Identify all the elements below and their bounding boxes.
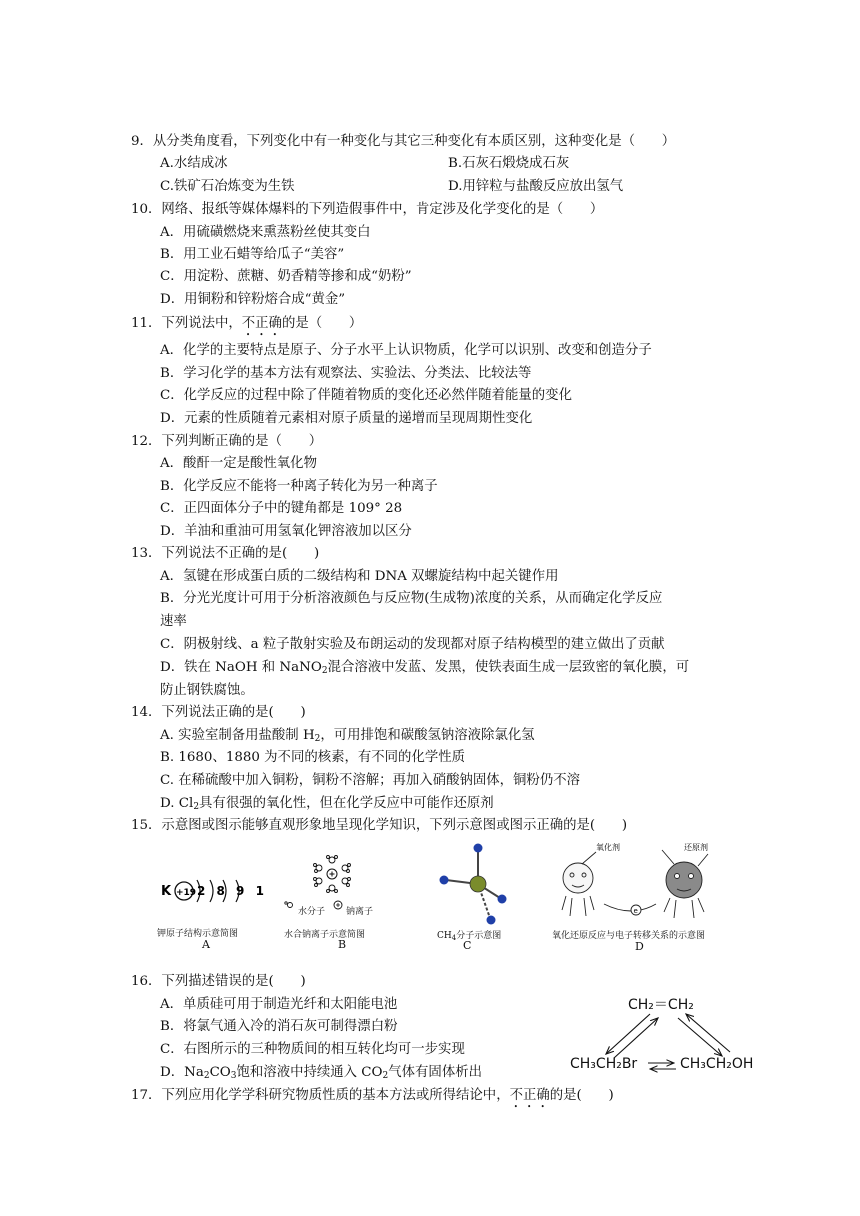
fig-b-letter: B [338, 938, 347, 951]
question-12-stem: 12．下列判断正确的是（ ） [131, 434, 323, 449]
q13-d-text-b: 混合溶液中发蓝、发黑，使铁表面生成一层致密的氧化膜，可 [327, 660, 690, 675]
fig-b-legend-sodium: 钠离子 [346, 907, 374, 917]
hydrated-sodium-ion-diagram [282, 852, 382, 910]
q9-option-b: B.石灰石煅烧成石灰 [448, 156, 570, 171]
q13-option-b-line2: 速率 [160, 614, 187, 629]
fig-a-nucleus-charge: +19 [176, 888, 197, 898]
fig-d-electron-label: e [633, 907, 638, 915]
q11-option-d: D．元素的性质随着元素相对原子质量的递增而呈现周期性变化 [160, 411, 533, 426]
fig-c-caption-sub: 4 [451, 934, 457, 942]
q12-option-d: D．羊油和重油可用氢氧化钾溶液加以区分 [160, 524, 412, 539]
fig-c-hydrogen-atom-3 [498, 895, 507, 904]
fig-c-hydrogen-atom-4 [487, 916, 496, 925]
q9-option-c: C.铁矿石冶炼变为生铁 [160, 179, 295, 194]
fig-a-k-label: K [161, 884, 172, 899]
fig-a-shells: 2 8 9 1 [197, 884, 265, 898]
q16-option-b: B．将氯气通入冷的消石灰可制得漂白粉 [160, 1019, 398, 1034]
fig-c-hydrogen-atom-2 [440, 876, 449, 885]
methane-molecule-model [432, 838, 512, 926]
q14-option-b: B. 1680、1880 为不同的核素，有不同的化学性质 [160, 750, 466, 765]
q16-d-text-c: 饱和溶液中持续通入 CO [236, 1065, 383, 1080]
q13-d-sub: 2 [321, 666, 328, 676]
q12-option-b: B．化学反应不能将一种离子转化为另一种离子 [160, 479, 438, 494]
fig-16-ethanol: CH₃CH₂OH [680, 1056, 754, 1072]
question-9-stem: 9．从分类角度看，下列变化中有一种变化与其它三种变化有本质区别，这种变化是（ ） [131, 134, 676, 149]
q14-d-text-a: D. Cl [160, 796, 194, 811]
q10-option-c: C．用淀粉、蔗糖、奶香精等掺和成“奶粉” [160, 269, 412, 284]
q14-option-c: C. 在稀硫酸中加入铜粉，铜粉不溶解；再加入硝酸钠固体，铜粉仍不溶 [160, 773, 580, 788]
q11-option-c: C．化学反应的过程中除了伴随着物质的变化还必然伴随着能量的变化 [160, 388, 572, 403]
question-16-stem: 16．下列描述错误的是( ) [131, 974, 306, 989]
q16-d-text-a: D．Na [160, 1065, 204, 1080]
question-17-stem [131, 1084, 614, 1111]
q10-option-b: B．用工业石蜡等给瓜子“美容” [160, 247, 345, 262]
fig-16-bromoethane: CH₃CH₂Br [570, 1056, 638, 1072]
q13-d-text-a: D．铁在 NaOH 和 NaNO [160, 660, 322, 675]
q12-option-a: A．酸酐一定是酸性氧化物 [160, 456, 317, 471]
q16-d-sub-2: 3 [230, 1071, 237, 1081]
q16-option-c: C．右图所示的三种物质间的相互转化均可一步实现 [160, 1042, 465, 1057]
q9-option-a: A.水结成冰 [160, 156, 228, 171]
fig-c-carbon-atom [470, 876, 486, 892]
question-10-stem: 10．网络、报纸等媒体爆料的下列造假事件中，肯定涉及化学变化的是（ ） [131, 202, 604, 217]
q10-option-a: A．用硫磺燃烧来熏蒸粉丝使其变白 [160, 225, 371, 240]
figure-b [282, 852, 382, 952]
q17-stem-emphasis: 不正确 [509, 1088, 550, 1103]
fig-b-plus-sign [330, 872, 335, 877]
q11-stem-emphasis: 不正确 [241, 316, 282, 331]
fig-c-hydrogen-atom-1 [474, 844, 483, 853]
fig-b-caption: 水合钠离子示意简图 [284, 930, 366, 940]
fig-16-ethene: CH₂＝CH₂ [628, 997, 694, 1013]
fig-a-caption: 钾原子结构示意简图 [157, 929, 239, 939]
fig-d-transfer-path [604, 904, 656, 911]
q14-option-d [160, 792, 494, 812]
q12-option-c: C．正四面体分子中的键角都是 109° 28 [160, 501, 403, 516]
q16-option-d [160, 1061, 482, 1081]
q11-stem-post: 的是（ ） [281, 316, 363, 331]
figure-a [155, 870, 265, 950]
question-14-stem: 14．下列说法正确的是( ) [131, 705, 306, 720]
q10-option-d: D．用铜粉和锌粉熔合成“黄金” [160, 292, 346, 307]
q11-option-b: B．学习化学的基本方法有观察法、实验法、分类法、比较法等 [160, 366, 532, 381]
q13-option-a: A．氢键在形成蛋白质的二级结构和 DNA 双螺旋结构中起关键作用 [160, 569, 559, 584]
figure-d [552, 838, 722, 956]
fig-c-caption-b: 分子示意图 [456, 931, 502, 941]
q14-d-text-b: 具有很强的氧化性，但在化学反应中可能作还原剂 [199, 796, 494, 811]
q14-d-sub: 2 [193, 802, 200, 812]
fig-d-reductant-label: 还原剂 [684, 843, 708, 852]
q11-stem-pre: 11．下列说法中， [131, 316, 242, 331]
q17-stem-post: 的是( ) [549, 1088, 614, 1103]
q14-a-sub: 2 [314, 734, 321, 744]
q9-option-d: D.用锌粒与盐酸反应放出氢气 [448, 179, 624, 194]
fig-c-letter: C [463, 939, 472, 952]
q16-d-sub-1: 2 [203, 1071, 210, 1081]
figure-c [432, 838, 512, 950]
q13-option-d-line1 [160, 656, 689, 676]
q16-d-text-d: 气体有固体析出 [388, 1065, 482, 1080]
fig-d-caption: 氧化还原反应与电子转移关系的示意图 [552, 931, 706, 941]
question-13-stem: 13．下列说法不正确的是( ) [131, 546, 320, 561]
fig-d-oxidant-label: 氧化剂 [596, 843, 620, 852]
q16-option-a: A．单质硅可用于制造光纤和太阳能电池 [160, 997, 398, 1012]
q13-option-d-line2: 防止钢铁腐蚀。 [160, 683, 254, 698]
fig-d-letter: D [635, 940, 644, 953]
q14-a-text-a: A. 实验室制备用盐酸制 H [160, 728, 315, 743]
q16-d-sub-3: 2 [382, 1071, 389, 1081]
fig-a-letter: A [202, 938, 210, 951]
question-15-stem: 15．示意图或图示能够直观形象地呈现化学知识，下列示意图或图示正确的是( ) [131, 818, 628, 833]
potassium-atom-diagram [155, 870, 265, 910]
q17-stem-pre: 17．下列应用化学学科研究物质性质的基本方法或所得结论中， [131, 1088, 510, 1103]
fig-b-legend-water: 水分子 [298, 907, 326, 917]
question-11-stem [131, 312, 362, 339]
q11-option-a: A．化学的主要特点是原子、分子水平上认识物质，化学可以识别、改变和创造分子 [160, 343, 652, 358]
conversion-diagram [566, 990, 796, 1080]
q16-d-text-b: CO [209, 1065, 231, 1080]
q14-option-a [160, 724, 535, 744]
fig-d-reductant-character [662, 850, 708, 918]
q13-option-b-line1: B．分光光度计可用于分析溶液颜色与反应物(生成物)浓度的关系，从而确定化学反应 [160, 591, 663, 606]
fig-c-caption-a: CH [437, 931, 452, 941]
fig-d-oxidant-character [562, 852, 596, 916]
q14-a-text-b: ，可用排饱和碳酸氢钠溶液除氯化氢 [320, 728, 535, 743]
redox-electron-transfer-cartoon [552, 838, 722, 928]
q13-option-c: C．阴极射线、a 粒子散射实验及布朗运动的发现都对原子结构模型的建立做出了贡献 [160, 637, 665, 652]
